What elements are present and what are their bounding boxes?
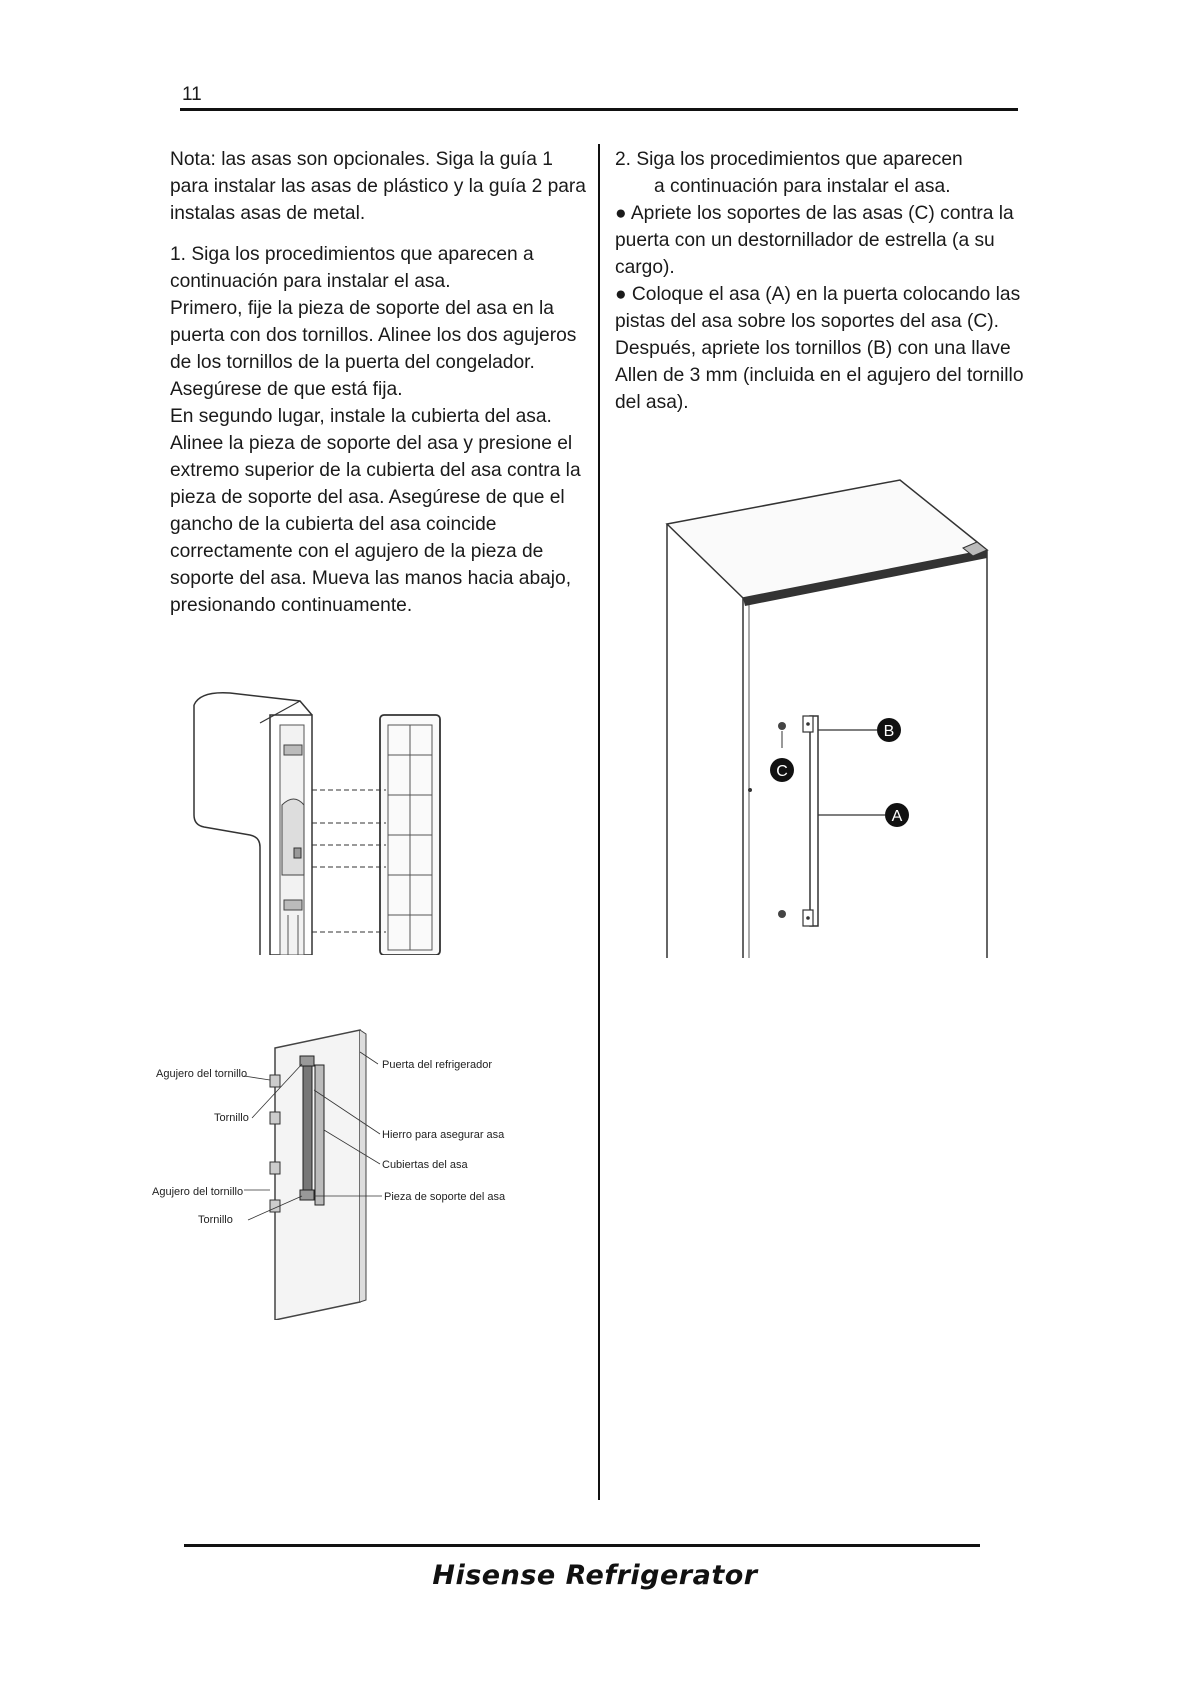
- label-b: B: [883, 723, 895, 740]
- label-screw-hole-2: Agujero del tornillo: [152, 1186, 244, 1198]
- label-screw-hole-1: Agujero del tornillo: [156, 1068, 248, 1080]
- label-screw-2: Tornillo: [198, 1214, 233, 1226]
- label-support-piece: Pieza de soporte del asa: [384, 1191, 506, 1203]
- label-iron-bar: Hierro para asegurar asa: [382, 1129, 505, 1141]
- note-text: Nota: las asas son opcionales. Siga la guía 1 para instalar las asas de plástico y la guía 2 para instalas asas de metal.: [170, 149, 586, 224]
- step1-paragraph: [170, 241, 590, 619]
- note-paragraph: [170, 146, 590, 227]
- step1-line-3: En segundo lugar, instale la cubierta del asa. Alinee la pieza de soporte del asa y presione el extremo superior de la cubierta del asa contra la pieza de soporte del asa. Asegúrese de que el gancho de la cubierta del asa coincide correctamente con el agujero de la pieza de soporte del asa. Mueva las manos hacia abajo, presionando continuamente.: [170, 406, 581, 616]
- fridge-handle-figure: [665, 478, 995, 958]
- label-c: C: [776, 763, 788, 780]
- label-handle-covers: Cubiertas del asa: [382, 1159, 468, 1171]
- step1-line-2: Primero, fije la pieza de soporte del asa en la puerta con dos tornillos. Alinee los dos agujeros de los tornillos de la puerta del congelador. Asegúrese de que está fija.: [170, 298, 577, 400]
- page-number: 11: [182, 84, 202, 105]
- handle-cover-exploded-figure: [190, 685, 460, 955]
- label-fridge-door: Puerta del refrigerador: [382, 1059, 493, 1071]
- brand-footer: Hisense Refrigerator: [432, 1560, 758, 1591]
- step2-title-cont: a continuación para instalar el asa.: [654, 176, 951, 197]
- handle-assembly-labeled-figure: [148, 1020, 538, 1320]
- step2-bullet-2: ● Coloque el asa (A) en la puerta colocando las pistas del asa sobre los soportes del asa (C). Después, apriete los tornillos (B) con una llave Allen de 3 mm (incluida en el agujero del tornillo del asa).: [615, 284, 1024, 413]
- column-divider: [598, 144, 600, 1500]
- step2-title: 2. Siga los procedimientos que aparecen: [615, 149, 963, 170]
- label-a: A: [891, 808, 903, 825]
- step2-paragraph: [615, 146, 1025, 416]
- header-rule: [180, 108, 1018, 111]
- step2-bullet-1: ● Apriete los soportes de las asas (C) contra la puerta con un destornillador de estrella (a su cargo).: [615, 203, 1014, 278]
- step1-line-1: 1. Siga los procedimientos que aparecen a continuación para instalar el asa.: [170, 244, 534, 292]
- footer-rule: [184, 1544, 980, 1547]
- label-screw-1: Tornillo: [214, 1112, 249, 1124]
